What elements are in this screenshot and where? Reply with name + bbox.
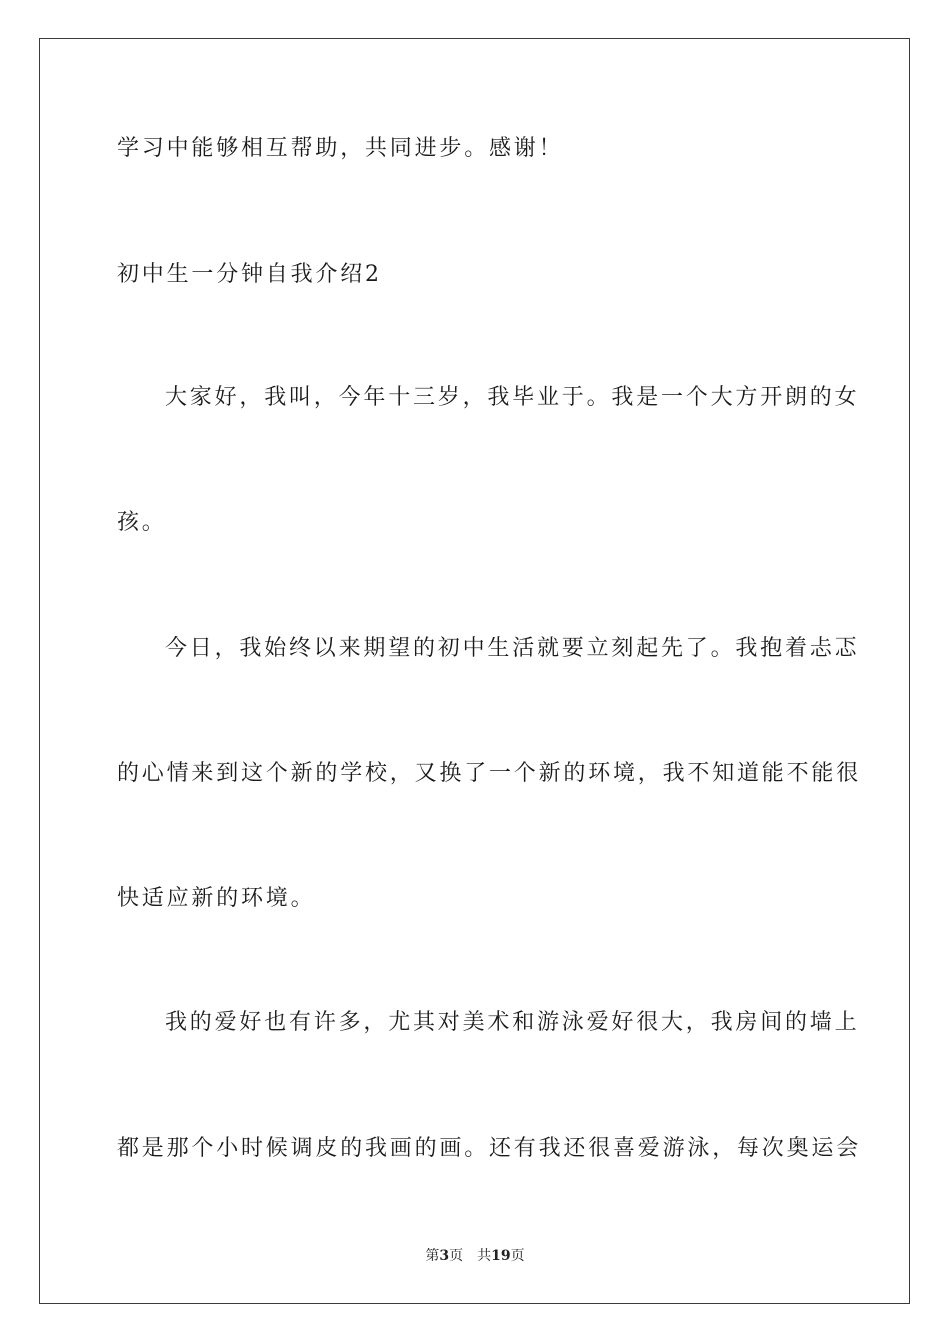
paragraph-line-4: 今日，我始终以来期望的初中生活就要立刻起先了。我抱着忐忑	[165, 636, 860, 661]
paragraph-line-1: 学习中能够相互帮助，共同进步。感谢！	[117, 136, 564, 161]
page-footer	[0, 1247, 950, 1265]
current-page-number: 3	[439, 1248, 450, 1264]
paragraph-line-7: 我的爱好也有许多，尤其对美术和游泳爱好很大，我房间的墙上	[165, 1010, 860, 1035]
paragraph-line-6: 快适应新的环境。	[117, 886, 316, 911]
page-prefix: 第	[425, 1248, 440, 1264]
paragraph-line-3: 孩。	[117, 510, 167, 535]
total-page-count: 19	[491, 1248, 511, 1264]
page-suffix: 页	[449, 1248, 464, 1264]
paragraph-line-8: 都是那个小时候调皮的我画的画。还有我还很喜爱游泳，每次奥运会	[117, 1136, 862, 1161]
section-heading: 初中生一分钟自我介绍2	[117, 262, 382, 287]
total-suffix: 页	[510, 1248, 525, 1264]
page-border	[39, 38, 910, 1304]
paragraph-line-5: 的心情来到这个新的学校，又换了一个新的环境，我不知道能不能很	[117, 761, 862, 786]
paragraph-line-2: 大家好，我叫，今年十三岁，我毕业于。我是一个大方开朗的女	[165, 385, 860, 410]
total-prefix: 共	[477, 1248, 492, 1264]
